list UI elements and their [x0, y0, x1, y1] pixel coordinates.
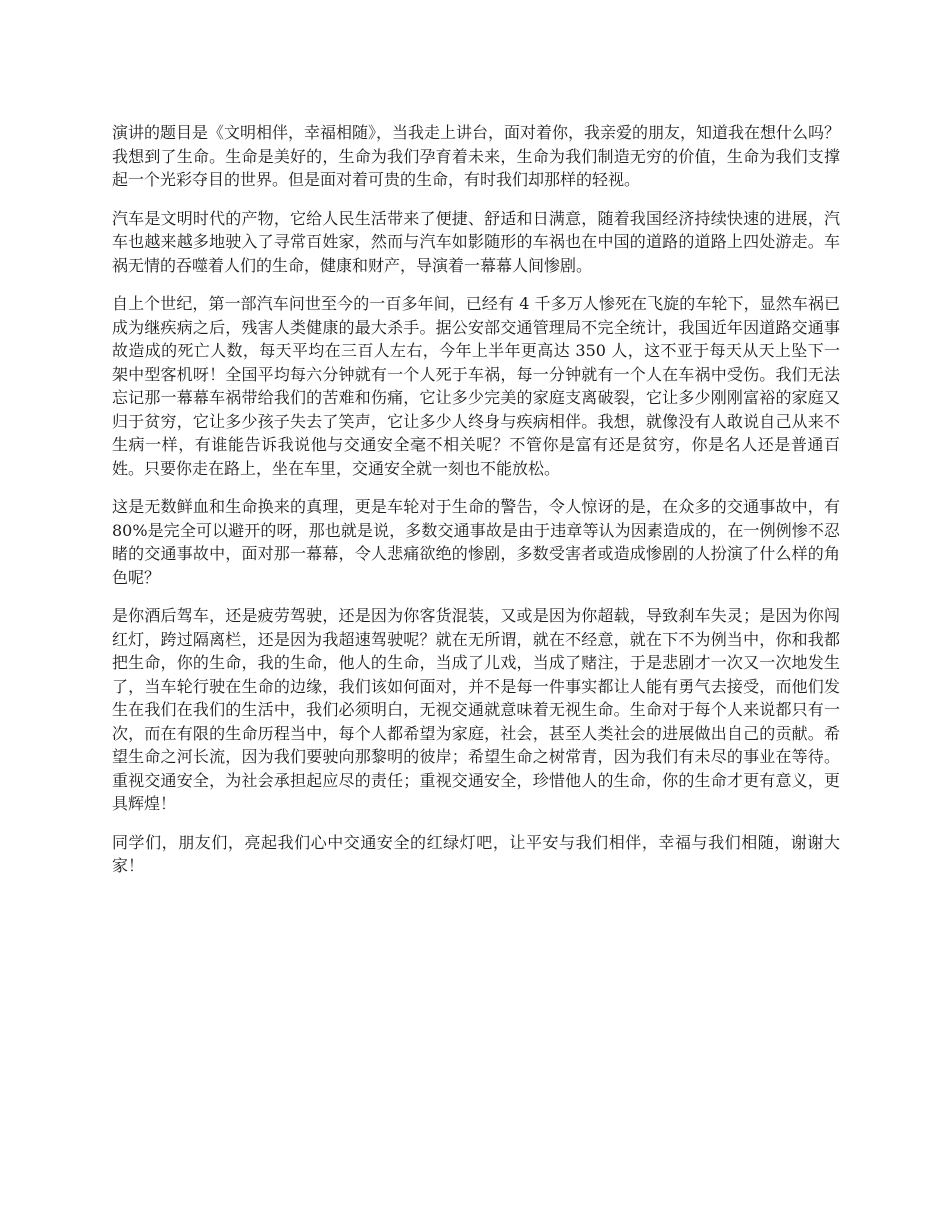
- paragraph-warning: 这是无数鲜血和生命换来的真理，更是车轮对于生命的警告，令人惊讶的是，在众多的交通事故中，有 80%是完全可以避开的呀，那也就是说，多数交通事故是由于违章等认为因素造成的，在一例例惨不忍睹的交通事故中，面对那一幕幕，令人悲痛欲绝的惨剧，多数受害者或造成惨剧的人扮演了什么样的角色呢？: [112, 497, 840, 587]
- paragraph-closing: 同学们，朋友们，亮起我们心中交通安全的红绿灯吧，让平安与我们相伴，幸福与我们相随，谢谢大家！: [112, 832, 840, 875]
- document-body: [112, 121, 840, 893]
- paragraph-causes: 是你酒后驾车，还是疲劳驾驶，还是因为你客货混装，又或是因为你超载，导致刹车失灵；是因为你闯红灯，跨过隔离栏，还是因为我超速驾驶呢？就在无所谓，就在不经意，就在下不为例当中，你和我都把生命，你的生命，我的生命，他人的生命，当成了儿戏，当成了赌注，于是悲剧才一次又一次地发生了，当车轮行驶在生命的边缘，我们该如何面对，并不是每一件事实都让人能有勇气去接受，而他们发生在我们在我们的生活中，我们必须明白，无视交通就意味着无视生命。生命对于每个人来说都只有一次，而在有限的生命历程当中，每个人都希望为家庭，社会，甚至人类社会的进展做出自己的贡献。希望生命之河长流，因为我们要驶向那黎明的彼岸；希望生命之树常青，因为我们有未尽的事业在等待。重视交通安全，为社会承担起应尽的责任；重视交通安全，珍惜他人的生命，你的生命才更有意义，更具辉煌！: [112, 606, 840, 813]
- paragraph-intro: 演讲的题目是《文明相伴，幸福相随》，当我走上讲台，面对着你，我亲爱的朋友，知道我在想什么吗？我想到了生命。生命是美好的，生命为我们孕育着未来，生命为我们制造无穷的价值，生命为我们支撑起一个光彩夺目的世界。但是面对着可贵的生命，有时我们却那样的轻视。: [112, 123, 841, 189]
- paragraph-statistics: 自上个世纪，第一部汽车问世至今的一百多年间，已经有 4 千多万人惨死在飞旋的车轮下，显然车祸已成为继疾病之后，残害人类健康的最大杀手。据公安部交通管理局不完全统计，我国近年因道路交通事故造成的死亡人数，每天平均在三百人左右，今年上半年更高达 350 人，这不亚于每天从天上坠下一架中型客机呀！全国平均每六分钟就有一个人死于车祸，每一分钟就有一个人在车祸中受伤。我们无法忘记那一幕幕车祸带给我们的苦难和伤痛，它让多少完美的家庭支离破裂，它让多少刚刚富裕的家庭又归于贫穷，它让多少孩子失去了笑声，它让多少人终身与疾病相伴。我想，就像没有人敢说自己从来不生病一样，有谁能告诉我说他与交通安全毫不相关呢？不管你是富有还是贫穷，你是名人还是普通百姓。只要你走在路上，坐在车里，交通安全就一刻也不能放松。: [112, 294, 840, 478]
- paragraph-cars: 汽车是文明时代的产物，它给人民生活带来了便捷、舒适和日满意，随着我国经济持续快速的进展，汽车也越来越多地驶入了寻常百姓家，然而与汽车如影随形的车祸也在中国的道路的道路上四处游走。车祸无情的吞噬着人们的生命，健康和财产，导演着一幕幕人间惨剧。: [112, 208, 840, 275]
